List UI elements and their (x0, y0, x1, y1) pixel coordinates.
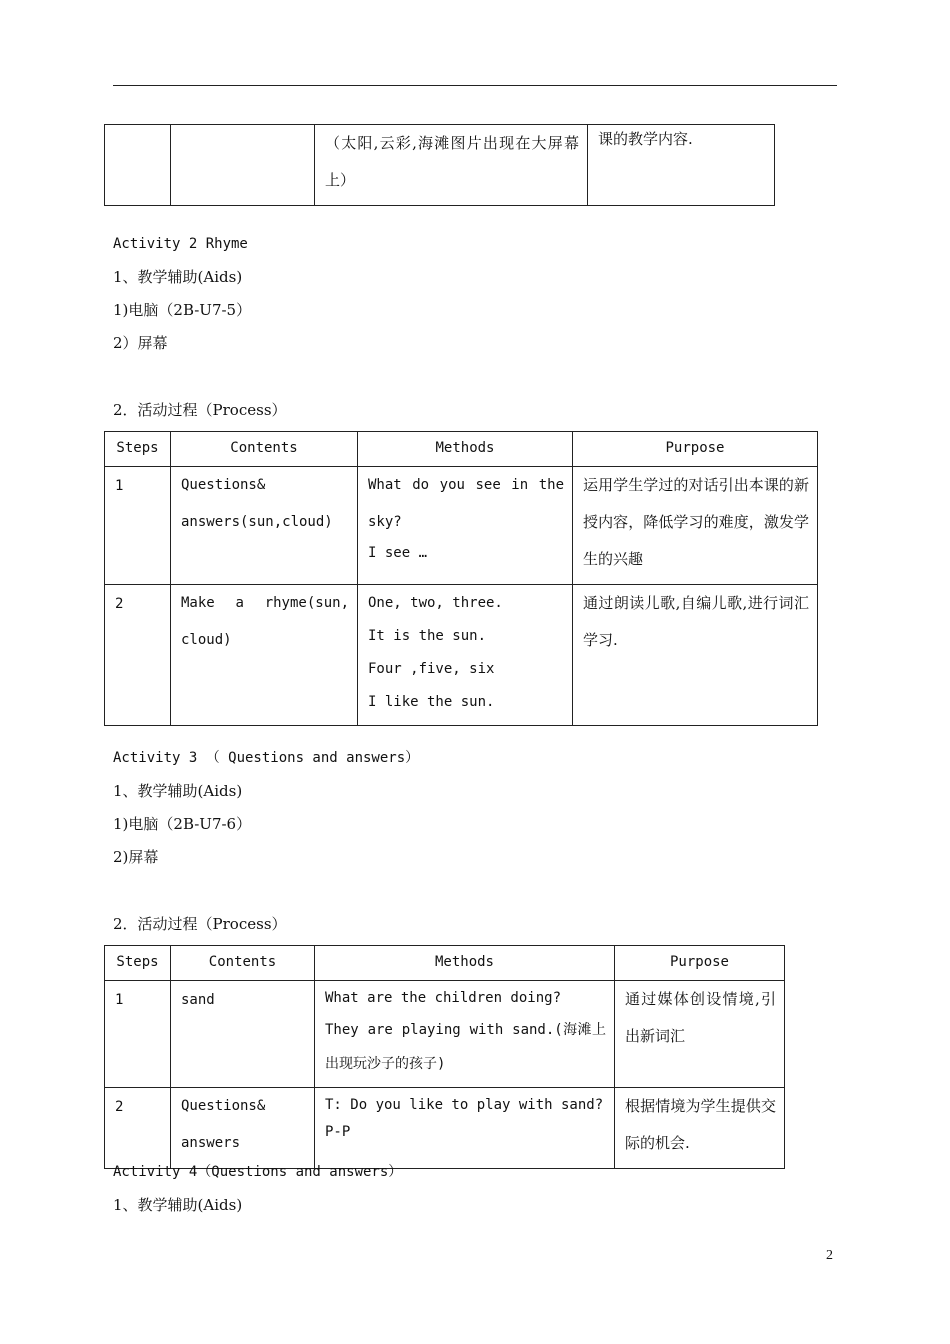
step-cell: 1 (105, 467, 171, 585)
method-line: I like the sun. (368, 694, 495, 710)
activity2-aids-heading: 1、教学辅助(Aids) (113, 268, 243, 286)
header-contents: Contents (171, 946, 315, 981)
step-cell: 2 (105, 585, 171, 726)
contents-cell: sand (171, 981, 315, 1088)
method-line: P-P (325, 1124, 351, 1140)
step-cell: 2 (105, 1088, 171, 1169)
method-line: Four ,five, six (368, 661, 495, 677)
header-purpose: Purpose (615, 946, 785, 981)
method-line: One, two, three. (368, 595, 503, 611)
purpose-cell: 根据情境为学生提供交际的机会. (615, 1088, 785, 1169)
activity3-table (104, 945, 785, 1169)
table-row (105, 1088, 785, 1169)
header-methods: Methods (315, 946, 615, 981)
activity3-process-heading: 2．活动过程（Process） (113, 915, 287, 933)
continued-table (104, 124, 775, 206)
activity3-title: Activity 3 （ Questions and answers） (113, 750, 420, 766)
activity4-title: Activity 4（Questions and answers） (113, 1164, 403, 1180)
method-line: They are playing with sand.(海滩上出现玩沙子的孩子) (325, 1022, 606, 1072)
page-number: 2 (826, 1248, 833, 1263)
methods-cell (358, 467, 573, 585)
purpose-cell: 课的教学内容. (588, 125, 775, 206)
contents-cell: Make a rhyme(sun, cloud) (171, 585, 358, 726)
table-row (105, 467, 818, 585)
methods-cell: （太阳,云彩,海滩图片出现在大屏幕上） (315, 125, 588, 206)
header-rule (113, 85, 837, 86)
step-cell: 1 (105, 981, 171, 1088)
activity3-aid-2: 2)屏幕 (113, 848, 159, 866)
purpose-cell: 通过媒体创设情境,引出新词汇 (615, 981, 785, 1088)
cell-empty (105, 125, 171, 206)
activity3-aid-1: 1)电脑（2B-U7-6） (113, 815, 252, 833)
methods-cell (315, 1088, 615, 1169)
header-methods: Methods (358, 432, 573, 467)
header-purpose: Purpose (573, 432, 818, 467)
methods-cell (315, 981, 615, 1088)
header-contents: Contents (171, 432, 358, 467)
header-steps: Steps (105, 432, 171, 467)
activity2-table (104, 431, 818, 726)
activity2-title: Activity 2 Rhyme (113, 236, 248, 252)
method-line: What are the children doing? (325, 990, 562, 1006)
activity2-process-heading: 2．活动过程（Process） (113, 401, 287, 419)
table-row (105, 981, 785, 1088)
contents-cell: Questions& answers(sun,cloud) (171, 467, 358, 585)
activity4-aids-heading: 1、教学辅助(Aids) (113, 1196, 243, 1214)
activity2-aid-2: 2）屏幕 (113, 334, 168, 352)
activity2-aid-1: 1)电脑（2B-U7-5） (113, 301, 252, 319)
method-line: T: Do you like to play with sand? (325, 1097, 604, 1113)
contents-cell: Questions& answers (171, 1088, 315, 1169)
header-steps: Steps (105, 946, 171, 981)
method-line: I see … (368, 545, 428, 561)
activity3-aids-heading: 1、教学辅助(Aids) (113, 782, 243, 800)
table-row (105, 585, 818, 726)
purpose-cell: 通过朗读儿歌,自编儿歌,进行词汇学习. (573, 585, 818, 726)
method-line: It is the sun. (368, 628, 487, 644)
cell-empty (171, 125, 315, 206)
method-line: What do you see in the sky? (368, 477, 564, 530)
purpose-cell: 运用学生学过的对话引出本课的新授内容，降低学习的难度，激发学生的兴趣 (573, 467, 818, 585)
methods-cell (358, 585, 573, 726)
